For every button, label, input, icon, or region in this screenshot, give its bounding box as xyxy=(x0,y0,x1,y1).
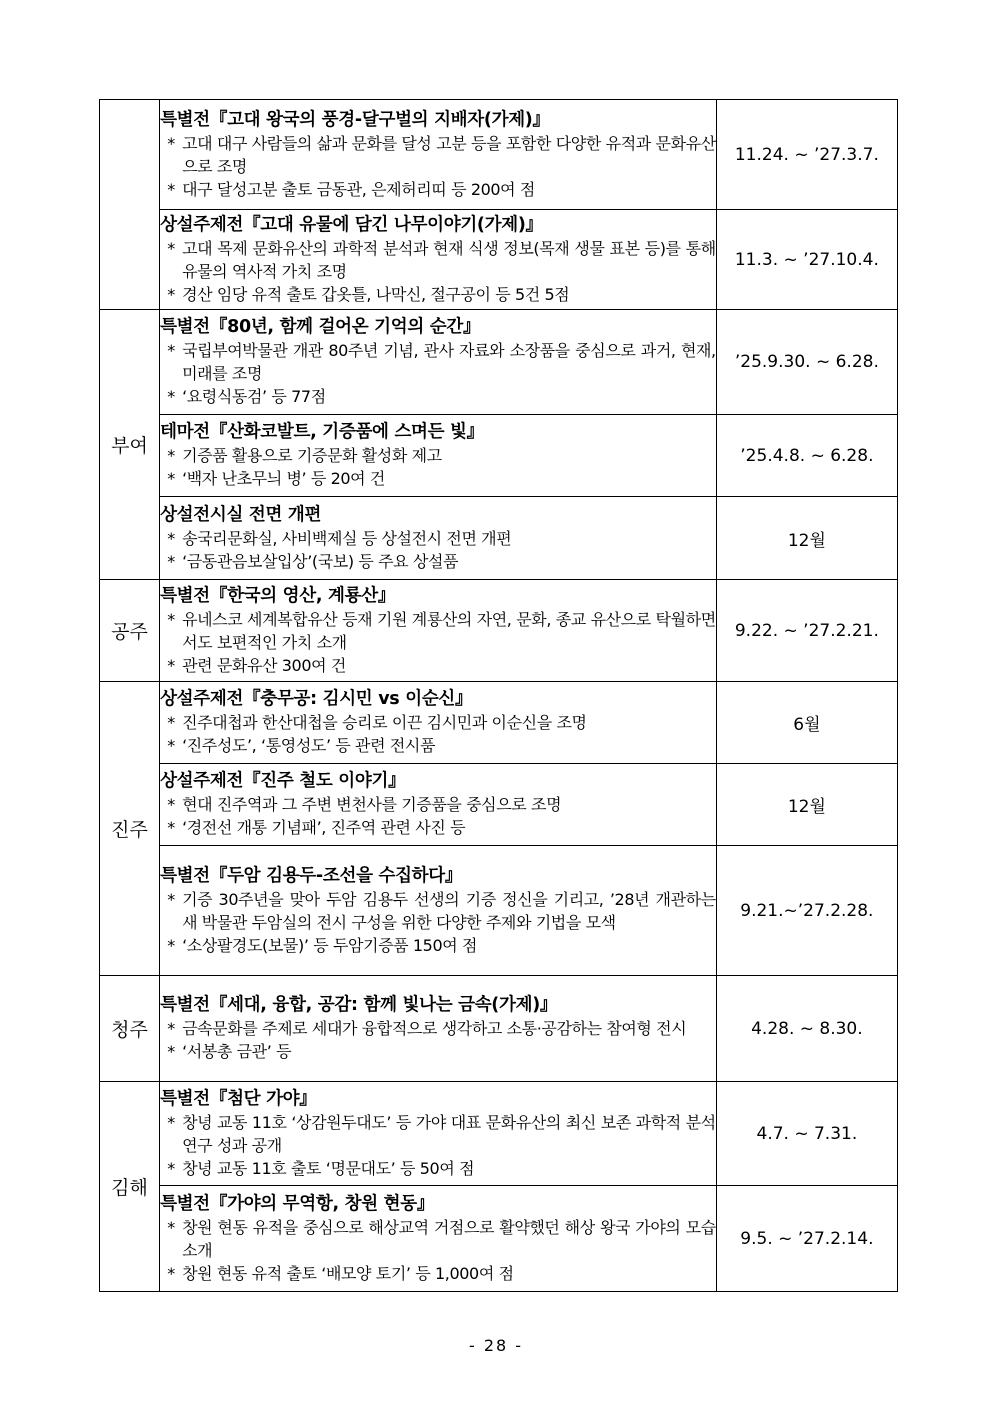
exhibition-bullet xyxy=(160,339,716,385)
region-cell: 진주 xyxy=(100,682,160,976)
bullet-text: 대구 달성고분 출토 금동관, 은제허리띠 등 200여 점 xyxy=(182,179,535,199)
bullet-text: ‘소상팔경도(보물)’ 등 두암기증품 150여 점 xyxy=(182,935,478,955)
exhibition-bullet xyxy=(160,816,716,839)
exhibition-bullet xyxy=(160,132,716,178)
region-cell: 청주 xyxy=(100,976,160,1082)
exhibition-title: 특별전『두암 김용두-조선을 수집하다』 xyxy=(160,865,463,886)
exhibition-period: 9.21.~’27.2.28. xyxy=(716,846,897,976)
exhibition-row xyxy=(100,210,898,310)
exhibition-bullet xyxy=(160,1017,716,1040)
bullet-mark: * xyxy=(167,1112,175,1132)
exhibition-bullet xyxy=(160,1262,716,1285)
region-cell xyxy=(100,100,160,310)
exhibition-row xyxy=(100,976,898,1082)
bullet-mark: * xyxy=(167,551,175,571)
exhibition-title: 특별전『80년, 함께 걸어온 기억의 순간』 xyxy=(160,317,481,337)
bullet-mark: * xyxy=(167,609,175,629)
exhibition-title: 특별전『가야의 무역항, 창원 현동』 xyxy=(160,1193,435,1214)
bullet-text: 창원 현동 유적 출토 ‘배모양 토기’ 등 1,000여 점 xyxy=(182,1263,514,1283)
bullet-mark: * xyxy=(167,935,175,955)
exhibition-bullet xyxy=(160,711,716,734)
bullet-mark: * xyxy=(167,1158,175,1178)
bullet-text: 고대 목제 문화유산의 과학적 분석과 현재 식생 정보(목재 생물 표본 등)를 통해 유물의 역사적 가치 조명 xyxy=(182,238,716,281)
page-number: - 28 - xyxy=(468,1336,524,1355)
bullet-text: ‘서봉총 금관’ 등 xyxy=(182,1042,292,1061)
exhibition-bullet xyxy=(160,793,716,816)
exhibition-period: 11.3. ~ ’27.10.4. xyxy=(716,210,897,310)
exhibition-title: 특별전『고대 왕국의 풍경-달구벌의 지배자(가제)』 xyxy=(160,109,550,130)
exhibition-row xyxy=(100,1082,898,1186)
exhibition-bullet xyxy=(160,283,716,306)
exhibition-row xyxy=(100,764,898,846)
exhibition-content-cell xyxy=(160,682,717,764)
exhibition-content-cell xyxy=(160,846,717,976)
bullet-text: 창녕 교동 11호 ‘상감원두대도’ 등 가야 대표 문화유산의 최신 보존 과학적 분석 연구 성과 공개 xyxy=(182,1112,716,1155)
exhibition-bullet xyxy=(160,237,716,283)
bullet-text: 기증품 활용으로 기증문화 활성화 제고 xyxy=(182,446,442,465)
exhibition-row xyxy=(100,682,898,764)
exhibition-period: 6월 xyxy=(716,682,897,764)
bullet-mark: * xyxy=(167,387,175,406)
exhibition-schedule-table xyxy=(99,99,898,1292)
exhibition-content-cell xyxy=(160,764,717,846)
exhibition-row xyxy=(100,497,898,580)
bullet-mark: * xyxy=(167,528,175,548)
bullet-text: 유네스코 세계복합유산 등재 기원 계룡산의 자연, 문화, 종교 유산으로 탁월하면서도 보편적인 가치 소개 xyxy=(182,609,716,652)
bullet-mark: * xyxy=(167,238,175,258)
bullet-mark: * xyxy=(167,1263,175,1283)
exhibition-row xyxy=(100,580,898,682)
bullet-mark: * xyxy=(167,133,175,153)
bullet-text: 기증 30주년을 맞아 두암 김용두 선생의 기증 정신을 기리고, ’28년 개관하는 새 박물관 두암실의 전시 구성을 위한 다양한 주제와 기법을 모색 xyxy=(182,889,716,932)
bullet-text: 현대 진주역과 그 주변 변천사를 기증품을 중심으로 조명 xyxy=(182,795,562,814)
exhibition-content-cell xyxy=(160,1186,717,1292)
bullet-mark: * xyxy=(167,889,175,909)
exhibition-bullet xyxy=(160,934,716,957)
exhibition-period: 4.7. ~ 7.31. xyxy=(716,1082,897,1186)
exhibition-row xyxy=(100,310,898,415)
bullet-text: 송국리문화실, 사비백제실 등 상설전시 전면 개편 xyxy=(182,528,512,548)
exhibition-period: ’25.9.30. ~ 6.28. xyxy=(716,310,897,415)
exhibition-content-cell xyxy=(160,497,717,580)
bullet-mark: * xyxy=(167,179,175,199)
bullet-text: ‘금동관음보살입상’(국보) 등 주요 상설품 xyxy=(182,551,459,571)
bullet-text: ‘경전선 개통 기념패’, 진주역 관련 사진 등 xyxy=(182,818,466,837)
exhibition-period: 9.22. ~ ’27.2.21. xyxy=(716,580,897,682)
bullet-mark: * xyxy=(167,1042,175,1061)
region-cell: 공주 xyxy=(100,580,160,682)
exhibition-title: 상설주제전『고대 유물에 담긴 나무이야기(가제)』 xyxy=(160,214,543,235)
bullet-mark: * xyxy=(167,655,175,675)
exhibition-period: ’25.4.8. ~ 6.28. xyxy=(716,415,897,497)
exhibition-title: 특별전『세대, 융합, 공감: 함께 빛나는 금속(가제)』 xyxy=(160,995,558,1015)
bullet-text: ‘진주성도’, ‘통영성도’ 등 관련 전시품 xyxy=(182,736,436,755)
bullet-text: 진주대첩과 한산대첩을 승리로 이끈 김시민과 이순신을 조명 xyxy=(182,713,587,732)
bullet-mark: * xyxy=(167,736,175,755)
exhibition-bullet xyxy=(160,1040,716,1063)
bullet-text: 고대 대구 사람들의 삶과 문화를 달성 고분 등을 포함한 다양한 유적과 문화유산으로 조명 xyxy=(182,133,716,176)
exhibition-title: 상설주제전『진주 철도 이야기』 xyxy=(160,771,406,791)
bullet-text: 창원 현동 유적을 중심으로 해상교역 거점으로 활약했던 해상 왕국 가야의 모습 소개 xyxy=(182,1217,716,1260)
bullet-mark: * xyxy=(167,795,175,814)
bullet-mark: * xyxy=(167,284,175,304)
exhibition-content-cell xyxy=(160,580,717,682)
bullet-mark: * xyxy=(167,713,175,732)
exhibition-bullet xyxy=(160,550,716,573)
exhibition-bullet xyxy=(160,1157,716,1180)
exhibition-bullet xyxy=(160,1111,716,1157)
region-cell: 김해 xyxy=(100,1082,160,1292)
exhibition-title: 상설주제전『충무공: 김시민 vs 이순신』 xyxy=(160,689,473,709)
exhibition-title: 상설전시실 전면 개편 xyxy=(160,504,322,525)
exhibition-row xyxy=(100,846,898,976)
exhibition-bullet xyxy=(160,527,716,550)
bullet-mark: * xyxy=(167,469,175,488)
exhibition-bullet xyxy=(160,654,716,677)
exhibition-row xyxy=(100,1186,898,1292)
bullet-text: 창녕 교동 11호 출토 ‘명문대도’ 등 50여 점 xyxy=(182,1158,475,1178)
exhibition-content-cell xyxy=(160,310,717,415)
bullet-text: 관련 문화유산 300여 건 xyxy=(182,655,346,675)
exhibition-content-cell xyxy=(160,1082,717,1186)
exhibition-bullet xyxy=(160,385,716,408)
exhibition-row xyxy=(100,415,898,497)
bullet-mark: * xyxy=(167,818,175,837)
exhibition-bullet xyxy=(160,888,716,934)
exhibition-period: 9.5. ~ ’27.2.14. xyxy=(716,1186,897,1292)
exhibition-content-cell xyxy=(160,976,717,1082)
bullet-mark: * xyxy=(167,1019,175,1038)
bullet-text: ‘요령식동검’ 등 77점 xyxy=(182,387,326,406)
region-cell: 부여 xyxy=(100,310,160,580)
bullet-mark: * xyxy=(167,341,175,360)
bullet-mark: * xyxy=(167,446,175,465)
exhibition-bullet xyxy=(160,467,716,490)
exhibition-row xyxy=(100,100,898,210)
exhibition-period: 12월 xyxy=(716,497,897,580)
exhibition-title: 테마전『산화코발트, 기증품에 스며든 빛』 xyxy=(160,422,484,442)
exhibition-bullet xyxy=(160,734,716,757)
exhibition-content-cell xyxy=(160,210,717,310)
exhibition-title: 특별전『첨단 가야』 xyxy=(160,1088,317,1109)
exhibition-content-cell xyxy=(160,100,717,210)
bullet-text: ‘백자 난초무늬 병’ 등 20여 건 xyxy=(182,469,385,488)
bullet-text: 경산 임당 유적 출토 갑옷틀, 나막신, 절구공이 등 5건 5점 xyxy=(182,284,570,304)
exhibition-bullet xyxy=(160,444,716,467)
exhibition-content-cell xyxy=(160,415,717,497)
exhibition-bullet xyxy=(160,1216,716,1262)
exhibition-period: 12월 xyxy=(716,764,897,846)
exhibition-bullet xyxy=(160,178,716,201)
bullet-text: 국립부여박물관 개관 80주년 기념, 관사 자료와 소장품을 중심으로 과거, 현재, 미래를 조명 xyxy=(182,341,716,383)
bullet-text: 금속문화를 주제로 세대가 융합적으로 생각하고 소통·공감하는 참여형 전시 xyxy=(182,1019,687,1038)
exhibition-title: 특별전『한국의 영산, 계룡산』 xyxy=(160,585,396,606)
exhibition-period: 11.24. ~ ’27.3.7. xyxy=(716,100,897,210)
exhibition-period: 4.28. ~ 8.30. xyxy=(716,976,897,1082)
exhibition-bullet xyxy=(160,608,716,654)
bullet-mark: * xyxy=(167,1217,175,1237)
